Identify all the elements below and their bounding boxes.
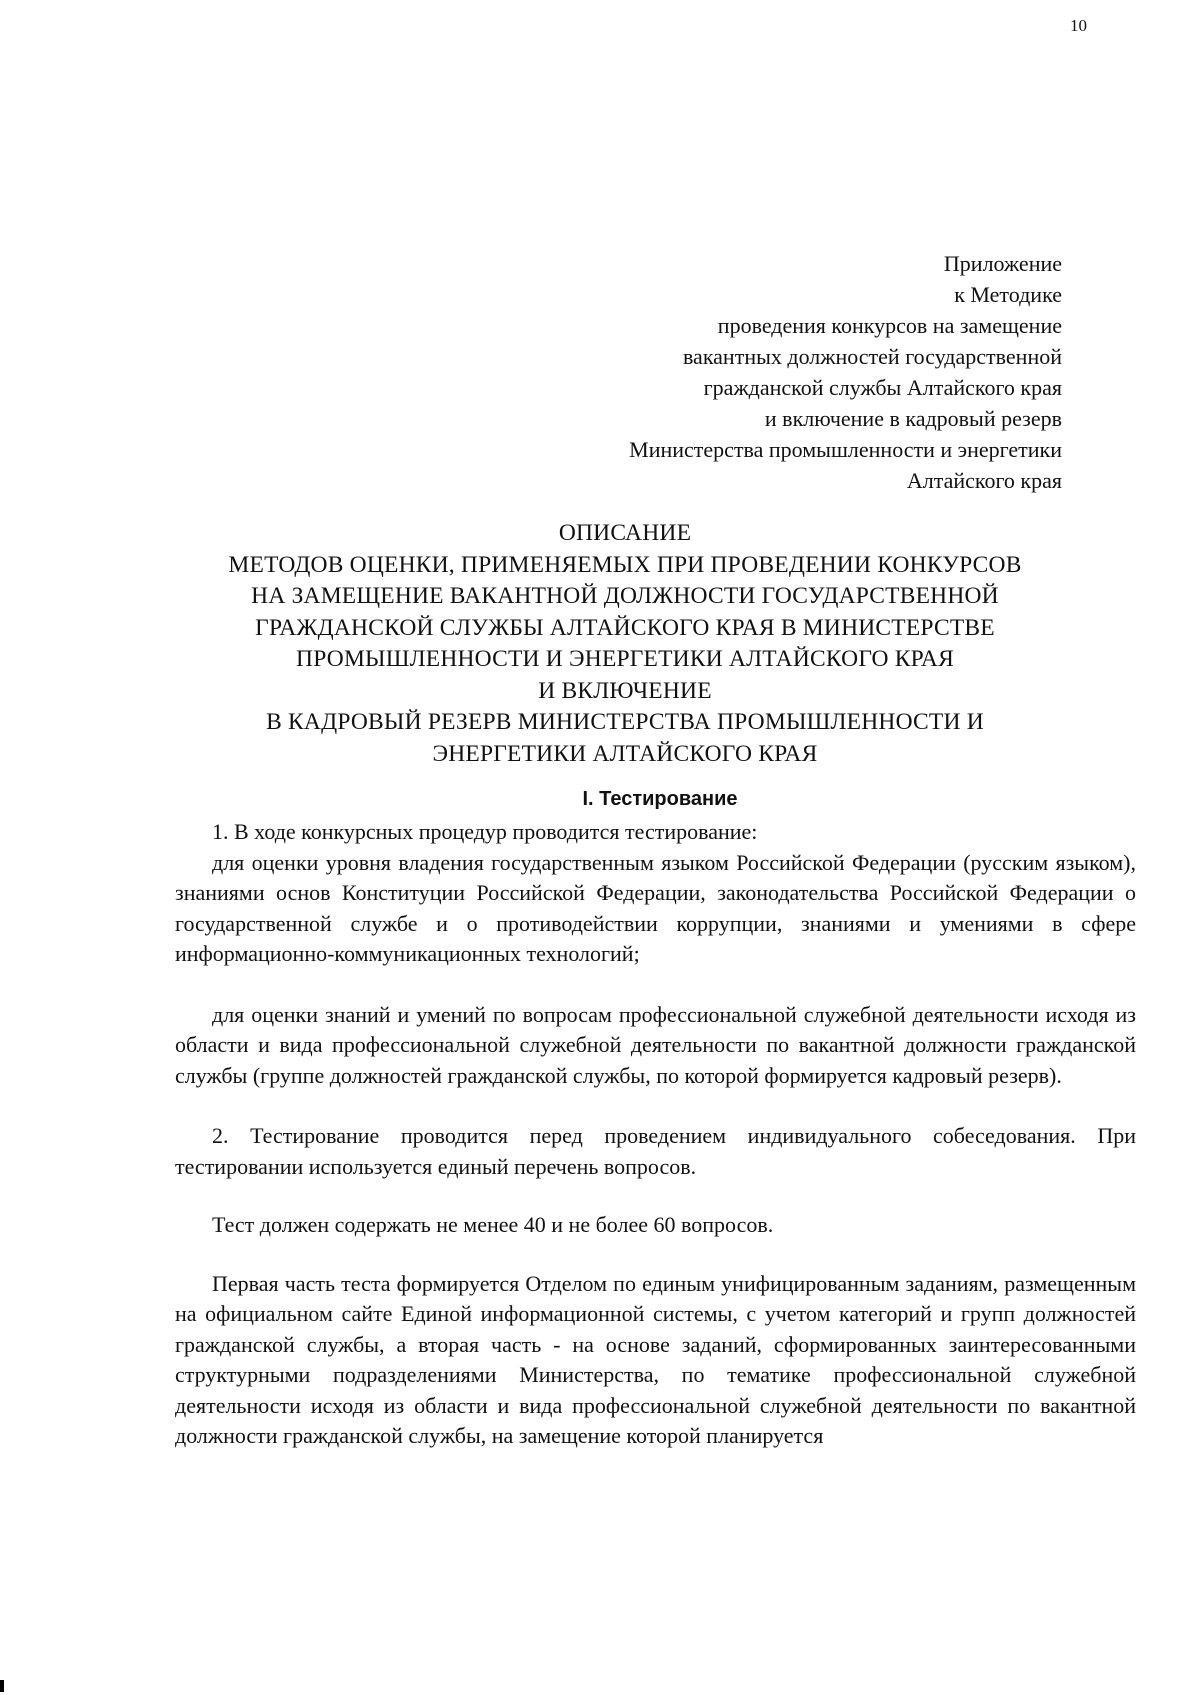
paragraph: Тест должен содержать не менее 40 и не более 60 вопросов. (212, 1212, 774, 1237)
appendix-line: Министерства промышленности и энергетики (629, 437, 1062, 462)
paragraph: для оценки знаний и умений по вопросам профессиональной служебной деятельности исходя из области и вида профессиональной служебной деятельности по вакантной должности гражданской службы (группе должностей гражданской службы, по которой формируется кадровый резерв). (175, 1001, 1136, 1088)
section-heading: I. Тестирование (582, 788, 738, 810)
title-line: В КАДРОВЫЙ РЕЗЕРВ МИНИСТЕРСТВА ПРОМЫШЛЕННОСТИ И (266, 709, 984, 735)
appendix-line: вакантных должностей государственной (682, 344, 1062, 369)
paragraph: для оценки уровня владения государственным языком Российской Федерации (русским языком), знаниями основ Конституции Российской Федерации, законодательства Российской Федерации о государственной службе и о противодействии коррупции, знаниями и умениями в сфере информационно-коммуникационных технологий; (175, 849, 1136, 966)
title-line: ЭНЕРГЕТИКИ АЛТАЙСКОГО КРАЯ (432, 740, 818, 767)
document-title (175, 518, 1075, 770)
paragraph: 1. В ходе конкурсных процедур проводится тестирование: (212, 819, 758, 844)
paragraph: 2. Тестирование проводится перед проведением индивидуального собеседования. При тестировании используется единый перечень вопросов. (175, 1123, 1136, 1179)
section-body (175, 817, 1136, 1452)
title-line: ОПИСАНИЕ (558, 520, 692, 546)
paragraph: Первая часть теста формируется Отделом по единым унифицированным заданиям, размещенным на официальном сайте Единой информационной системы, с учетом категорий и групп должностей гражданской службы, а вторая часть - на основе заданий, сформированных заинтересованными структурными подразделениями Министерства, по тематике профессиональной служебной деятельности исходя из области и вида профессиональной служебной деятельности по вакантной должности гражданской службы, на замещение которой планируется (175, 1270, 1136, 1448)
title-line: ГРАЖДАНСКОЙ СЛУЖБЫ АЛТАЙСКОГО КРАЯ В МИНИСТЕРСТВЕ (255, 614, 995, 641)
appendix-line: проведения конкурсов на замещение (717, 313, 1062, 338)
appendix-block (629, 248, 1062, 496)
appendix-line: Приложение (943, 251, 1062, 276)
appendix-line: гражданской службы Алтайского края (703, 375, 1062, 400)
appendix-line: Алтайского края (906, 468, 1062, 493)
title-line: НА ЗАМЕЩЕНИЕ ВАКАНТНОЙ ДОЛЖНОСТИ ГОСУДАРСТВЕННОЙ (251, 583, 999, 609)
scan-mark (0, 1680, 4, 1692)
title-line: ПРОМЫШЛЕННОСТИ И ЭНЕРГЕТИКИ АЛТАЙСКОГО КРАЯ (296, 646, 954, 672)
title-line: МЕТОДОВ ОЦЕНКИ, ПРИМЕНЯЕМЫХ ПРИ ПРОВЕДЕНИИ КОНКУРСОВ (228, 551, 1022, 578)
appendix-line: и включение в кадровый резерв (764, 406, 1062, 431)
appendix-line: к Методике (954, 282, 1062, 307)
page-number: 10 (1070, 16, 1087, 35)
title-line: И ВКЛЮЧЕНИЕ (538, 677, 712, 704)
